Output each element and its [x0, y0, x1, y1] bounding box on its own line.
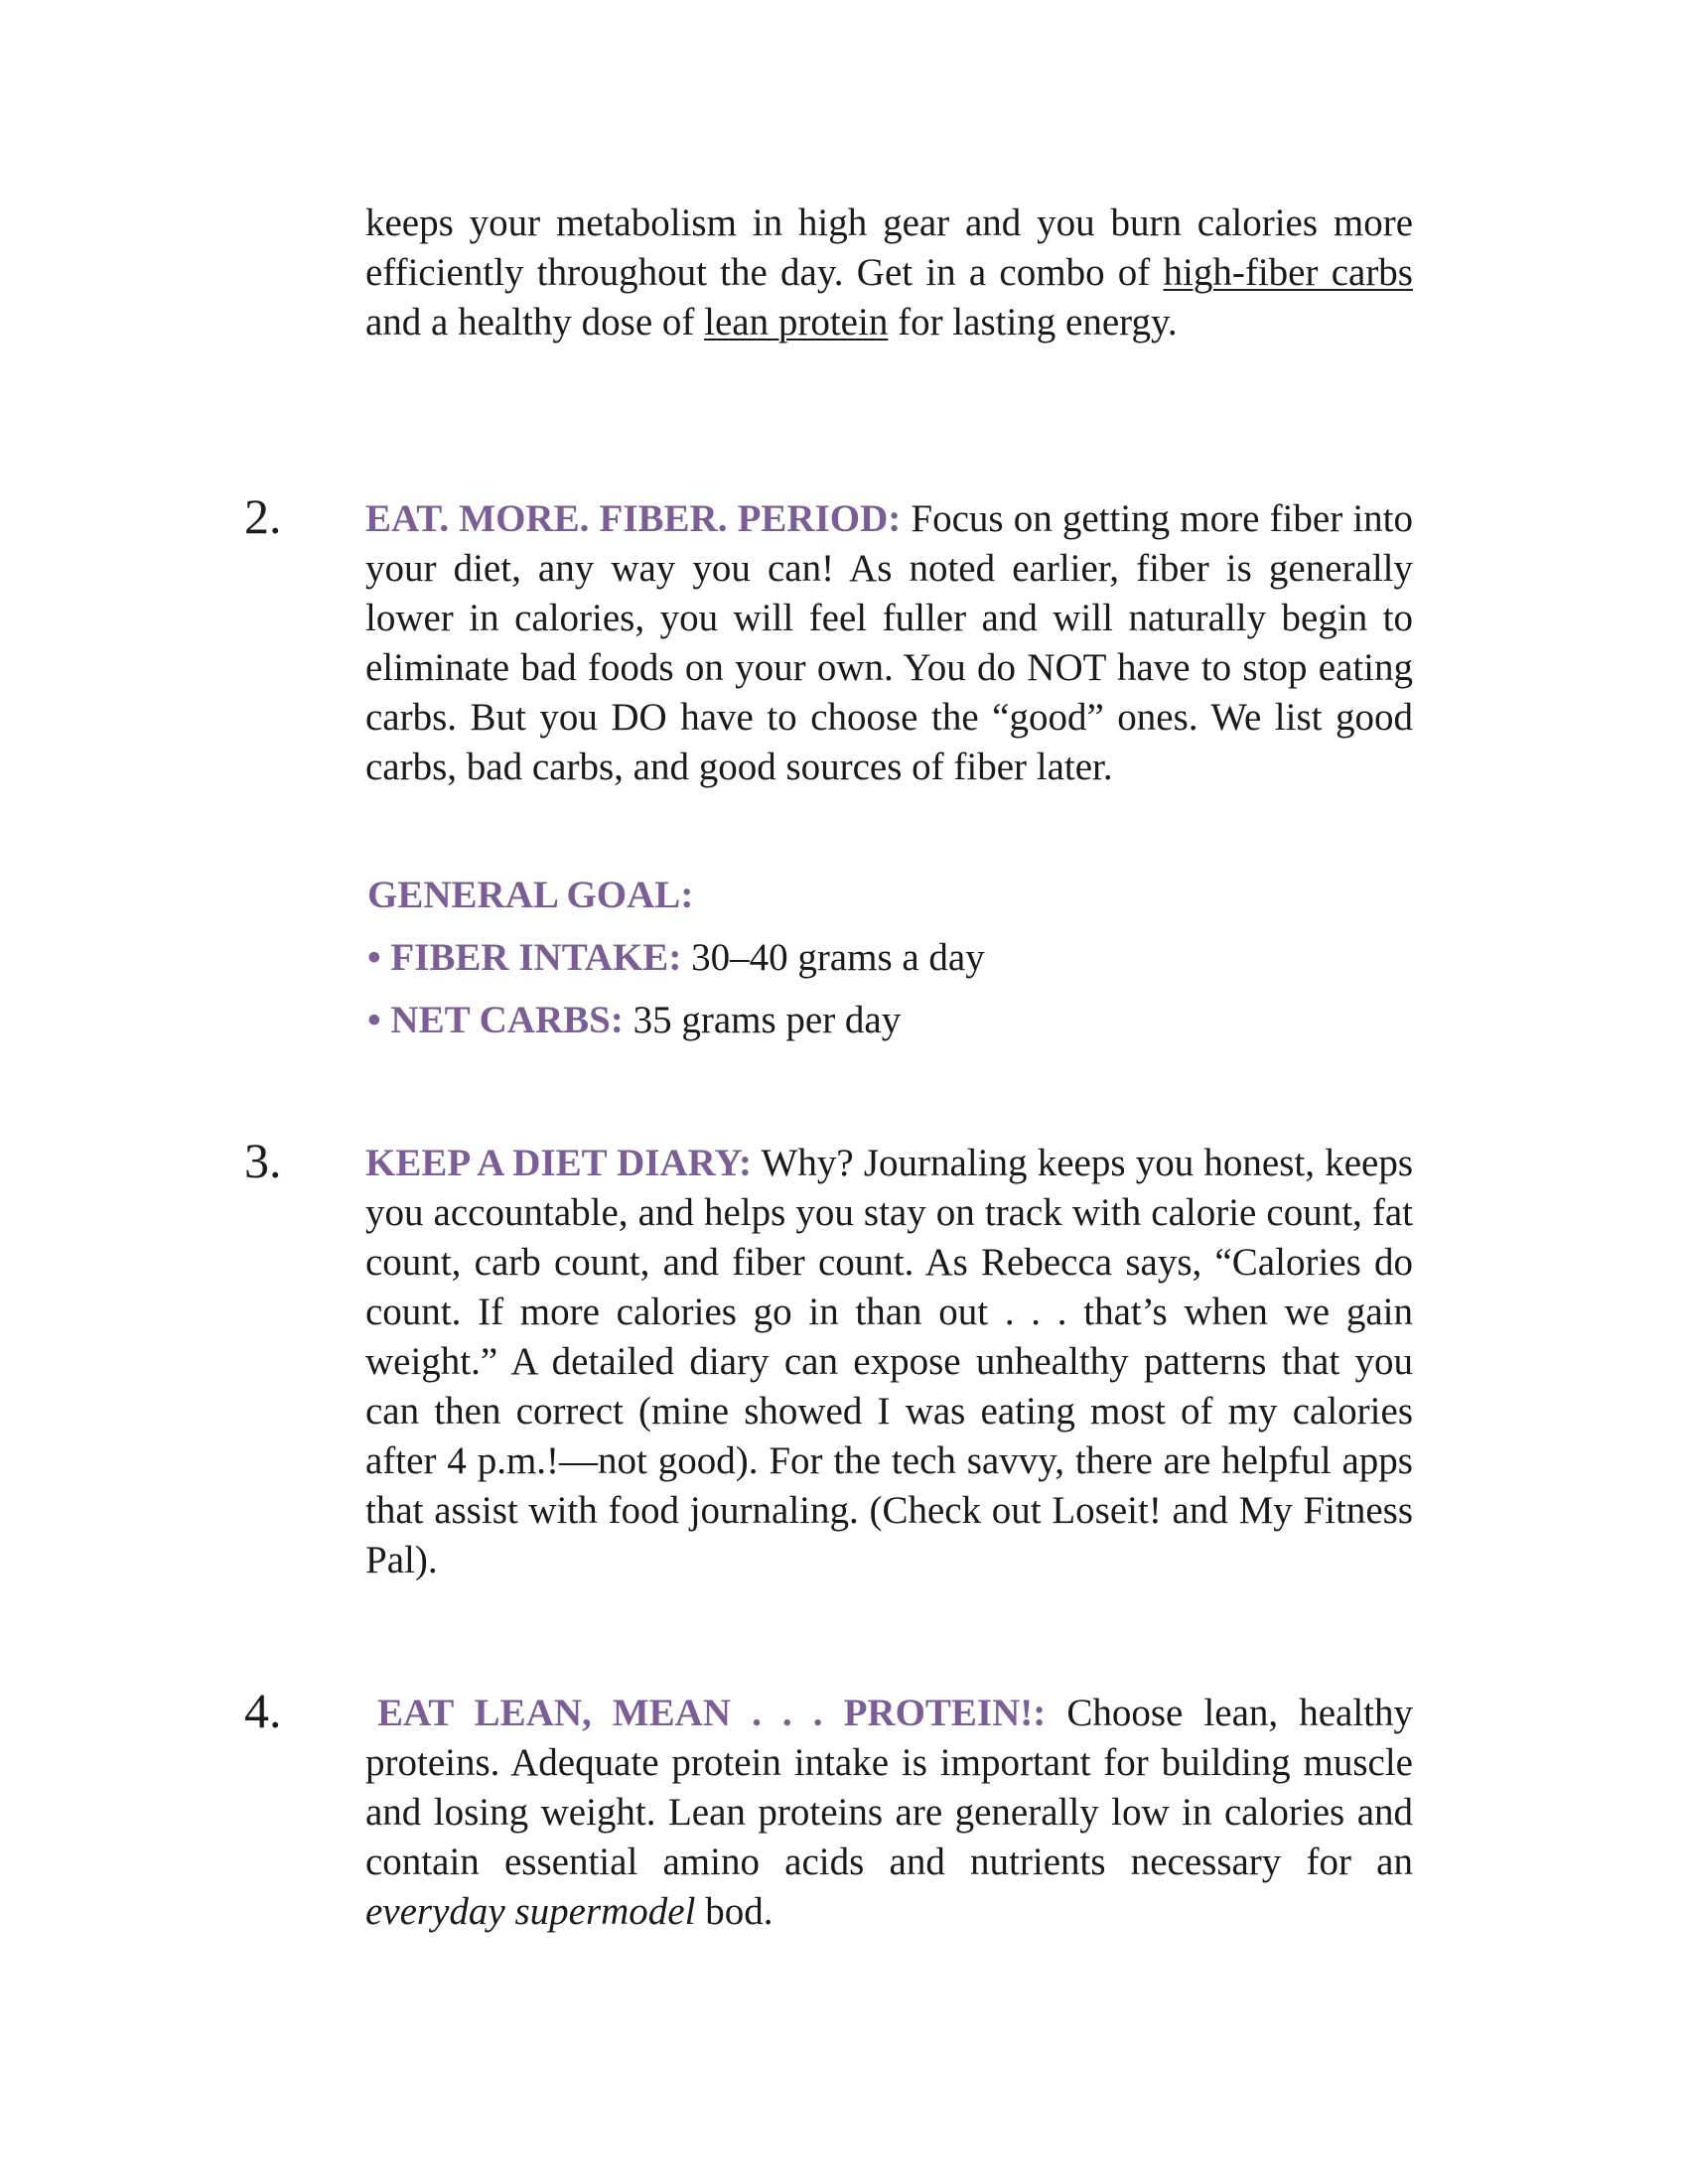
- item-number-3: 3.: [244, 1133, 282, 1188]
- item-body-diary: Why? Journaling keeps you honest, keeps you accountable, and helps you stay on track with calorie count, fat count, carb count, and fiber count. As Rebecca says, “Calories do count. If more calories go in than out . . . that’s when we gain weight.” A detailed diary can expose unhealthy patterns that you can then correct (mine showed I was eating most of my calories after 4 p.m.!—not good). For the tech savvy, there are helpful apps that assist with food journaling. (Check out Loseit! and My Fitness Pal).: [365, 1142, 1413, 1581]
- fiber-intake-value: 30–40 grams a day: [681, 936, 985, 979]
- item-body-protein-2: bod.: [695, 1890, 774, 1933]
- bullet-icon: •: [367, 936, 381, 979]
- item-body-protein-1: Choose lean, healthy proteins. Adequate protein intake is important for building muscle and losing weight. Lean proteins are generally low in calories and contain essential amino acids and nutrients necessary for an: [365, 1692, 1414, 1883]
- item-heading-fiber: EAT. MORE. FIBER. PERIOD:: [365, 497, 902, 540]
- general-goal: [367, 871, 1415, 1045]
- intro-paragraph: [365, 199, 1413, 347]
- item-diary: [365, 1139, 1413, 1585]
- goal-net-carbs: [367, 996, 1415, 1045]
- intro-text-1: keeps your metabolism in high gear and you burn calories more efficiently throughout the day. Get in a combo of: [365, 202, 1413, 294]
- item-body-fiber: Focus on getting more fiber into your diet, any way you can! As noted earlier, fiber is generally lower in calories, you will feel fuller and will naturally begin to eliminate bad foods on your own. You do NOT have to stop eating carbs. But you DO have to choose the “good” ones. We list good carbs, bad carbs, and good sources of fiber later.: [365, 497, 1414, 788]
- item-number-2: 2.: [244, 488, 282, 544]
- net-carbs-value: 35 grams per day: [623, 999, 902, 1041]
- item-fiber: [365, 494, 1413, 792]
- lean-protein-link[interactable]: lean protein: [704, 301, 889, 343]
- goal-fiber-intake: [367, 933, 1415, 983]
- item-protein: [365, 1689, 1413, 1937]
- intro-text-3: for lasting energy.: [888, 301, 1178, 343]
- general-goal-title: GENERAL GOAL:: [367, 874, 694, 916]
- item-heading-diary: KEEP A DIET DIARY:: [365, 1142, 753, 1184]
- bullet-icon: •: [367, 999, 381, 1041]
- fiber-intake-label: FIBER INTAKE:: [390, 936, 682, 979]
- high-fiber-carbs-link[interactable]: high-fiber carbs: [1163, 251, 1413, 294]
- item-heading-protein: EAT LEAN, MEAN . . . PROTEIN!:: [377, 1692, 1047, 1734]
- intro-text-2: and a healthy dose of: [365, 301, 705, 343]
- item-body-protein-italic: everyday supermodel: [365, 1890, 696, 1933]
- item-number-4: 4.: [244, 1683, 282, 1738]
- net-carbs-label: NET CARBS:: [390, 999, 624, 1041]
